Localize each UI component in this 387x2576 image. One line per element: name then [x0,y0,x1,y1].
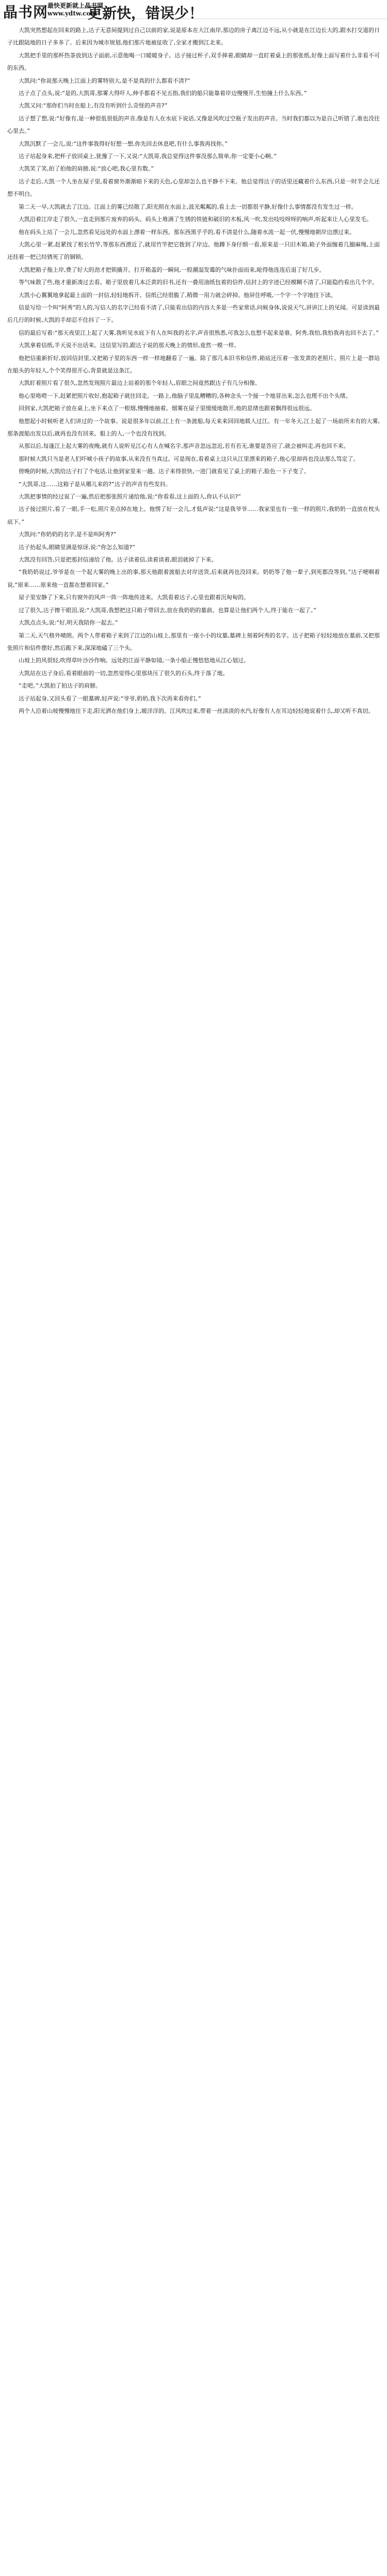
paragraph: 大凯小心翼翼地拿起最上面的一封信,轻轻地拆开。信纸已经很脆了,稍微一用力就会碎掉。他屏住呼吸,一个字一个字地往下读。 [19,291,336,299]
paragraph: 大凯问:“你奶奶的名字,是不是叫阿秀?” [19,531,117,538]
paragraph: 他在码头上站了一会儿,忽然看见远处的水面上漂着一样东西。那东西黑乎乎的,看不清是什么,随着水流一起一伏,慢慢地朝岸边漂过来。 [19,228,355,236]
paragraph: 屋子里安静了下来,只有窗外的风声一阵一阵地传进来。大凯看着达子,心里也跟着沉甸甸的。 [19,594,249,601]
paragraph: 第二天,天气格外晴朗。两个人带着箱子来到了江边的山坡上,那里有一座小小的坟墓,墓碑上刻着阿秀的名字。达子把箱子轻轻地放在墓前,又把那张照片和信件摆好,然后跪下来,深深地磕了三个头。 [7,632,380,651]
paragraph: 他心里咯噔一下,赶紧把照片收好,抱起箱子就往回走。一路上,他脑子里乱糟糟的,各种念头一个接一个地冒出来,怎么也理不出个头绪。 [19,392,351,399]
paragraph: 他想起小时候听老人们讲过的一个故事。说是很多年以前,江上有一条渡船,每天来来回回地载人过江。有一年冬天,江上起了一场前所未有的大雾,那条渡船出发以后,就再也没有回来。船上的人,一个也没有找到。 [7,417,380,437]
paragraph: 大凯把箱子拖上岸,费了好大的劲才把锁撬开。打开箱盖的一瞬间,一股潮湿发霉的气味扑面而来,呛得他连连后退了好几步。 [19,266,325,273]
paragraph: “大凯哥,这……这箱子是从哪儿来的?”达子的声音有些发抖。 [19,480,171,488]
paragraph: 大凯问:“你说那天晚上江面上的雾特别大,是不是真的什么都看不清?” [19,77,190,84]
chapter-body [0,19,387,717]
site-slogan: 更新快，错误少！ [88,5,204,22]
paragraph: 达子抬起头,眼睛里满是惊讶,说:“你怎么知道?” [19,543,135,551]
site-header [0,0,387,22]
paragraph: 达子接过照片,看了一眼,手一松,照片差点掉在地上。他愣了好一会儿,才低声说:“这是我爷爷……我家里也有一张一样的照片,我奶奶一直放在枕头底下。” [7,506,380,525]
paragraph: 大凯站在达子身后,看着眼前的一切,忽然觉得心里那块压了很久的石头,终于落了地。 [19,669,229,677]
paragraph: 过了很久,达子擦干眼泪,说:“大凯哥,我想把这只箱子带回去,放在我奶奶的墓前。也算是让他们两个人,终于能在一起了。” [19,606,317,614]
paragraph: 回到家,大凯把箱子放在桌上,坐下来点了一根烟,慢慢地抽着。烟雾在屋子里缓缓地散开,他的思绪也跟着飘得很远很远。 [19,405,315,412]
paragraph: 达子点了点头,说:“是的,大凯哥,那雾大得吓人,伸手都看不见五指,我们的船只能靠着岸边慢慢开,生怕撞上什么东西。” [19,90,307,97]
paragraph: 他把信重新折好,放回信封里,又把箱子里的东西一样一样地翻看了一遍。除了那几本旧书和信件,箱底还压着一张发黄的老照片。照片上是一群站在船头的年轻人,个个笑得很开心,背景就是这条江。 [7,354,380,374]
paragraph: 大凯把手里的那杯热茶放到达子面前,示意他喝一口暖暖身子。达子接过杯子,双手捧着,眼睛却一直盯着桌上的那张纸,好像上面写着什么非看不可的东西。 [7,52,380,72]
paragraph: 傍晚的时候,大凯给达子打了个电话,让他到家里来一趟。达子来得很快,一进门就看见了桌上的箱子,脸色一下子变了。 [19,468,310,475]
paragraph: 等气味散了些,他才重新凑过去看。箱子里放着几本泛黄的旧书,还有一叠用油纸包着的信件,信封上的字迹已经模糊不清了,只能隐约看出几个字。 [19,279,378,286]
paragraph: 达子站起身来,把杯子放回桌上,犹豫了一下,又说:“大凯哥,我总觉得这件事没那么简单,你一定要小心啊。” [19,153,277,160]
paragraph: 两个人沿着山坡慢慢地往下走,阳光洒在他们身上,暖洋洋的。江风吹过来,带着一丝淡淡的水汽,好像有人在耳边轻轻地说着什么,却又听不真切。 [19,707,374,714]
site-tagline: 最快更新就上晶书网 [47,2,104,9]
paragraph: 达子站起身,又回头看了一眼墓碑,轻声说:“爷爷,奶奶,我下次再来看你们。” [19,695,201,702]
paragraph: 大凯心里一紧,赶紧找了根长竹竿,等那东西漂近了,就用竹竿把它拨到了岸边。他蹲下身仔细一看,原来是一只旧木箱,箱子外面缠着几圈麻绳,上面还挂着一把已经锈死了的铜锁。 [7,241,380,261]
paragraph: 第二天一早,大凯就去了江边。江面上的雾已经散了,阳光照在水面上,波光粼粼的,看上去一切都很平静,好像什么事情都没有发生过一样。 [19,203,357,210]
paragraph: 信的最后写着:“那天夜里江上起了大雾,我听见水底下有人在叫我的名字,声音很熟悉,可我怎么也想不起来是谁。阿秀,我怕,我怕我再也回不去了。” [19,329,379,336]
paragraph: 信是写给一个叫“阿秀”的人的,写信人的名字已经看不清了,只能看出信的内容大多是一些家常话,问候身体,说说天气,讲讲江上的见闻。可是读到最后几行的时候,大凯的手却忍不住抖了一下。 [7,304,380,324]
paragraph: 大凯笑了笑,拍了拍他的肩膀,说:“放心吧,我心里有数。” [19,165,154,173]
site-logo[interactable]: 晶书网 [3,4,49,21]
paragraph: 大凯拿着信纸,半天说不出话来。这信里写的,跟达子说的那天晚上的情形,竟然一模一样。 [19,342,240,349]
paragraph: 达子走后,大凯一个人坐在屋子里,看着窗外渐渐暗下来的天色,心里却怎么也平静不下来。他总觉得达子的话里还藏着什么东西,只是一时半会儿还想不明白。 [7,178,380,198]
paragraph: 大凯沉默了一会儿,说:“这件事我得好好想一想,你先回去休息吧,有什么事我再找你。” [19,140,228,147]
paragraph: 大凯没有回答,只是把那封信递给了他。达子读着信,读着读着,眼泪就掉了下来。 [19,556,217,564]
paragraph: 山坡上的风很轻,吹得草叶沙沙作响。远处的江面平静如镜,一条小船正慢悠悠地从江心划过。 [19,657,249,664]
paragraph: 大凯把事情的经过说了一遍,然后把那张照片递给他,说:“你看看,这上面的人,你认不认识?” [19,493,241,501]
paragraph: “走吧。”大凯拍了拍达子的肩膀。 [19,682,101,690]
paragraph: 大凯又问:“那你们当时在船上,有没有听到什么奇怪的声音?” [19,102,168,110]
paragraph: “我奶奶说过,爷爷是在一个起大雾的晚上出的事,那天他跟着渡船去对岸送货,后来就再也没回来。奶奶等了他一辈子,到死都没等到。”达子哽咽着说,“原来……原来他一直都在想着回家。” [7,569,380,588]
paragraph: 大凯突然想起在回来的路上,达子无意间提到过自己以前的家,说是原本在大江南岸,那边的房子离江边不远,从小就是在江边长大的,跟水打交道的日子比跟陆地的日子多多了。后来因为城市规划,他们那片地被征收了,全家才搬到江北来。 [7,27,380,46]
paragraph: 大凯沿着江岸走了很久,一直走到那片废弃的码头。码头上堆满了生锈的铁链和破旧的木板,风一吹,发出吱吱呀呀的响声,听起来让人心里发毛。 [19,216,372,223]
paragraph: 大凯盯着照片看了很久,忽然发现照片最边上站着的那个年轻人,眉眼之间竟然跟达子有几分相像。 [19,380,261,387]
site-domain: www.ydtw.com [47,10,98,17]
paragraph: 从那以后,每逢江上起大雾的夜晚,就有人说听见江心有人在喊名字,那声音忽远忽近,若有若无,谁要是答应了,就会被叫走,再也回不来。 [19,443,349,450]
paragraph: 那时候大凯只当是老人们吓唬小孩子的故事,从来没有当真过。可是现在,看着桌上这只从江里漂来的箱子,他心里却再也没法那么笃定了。 [19,455,359,462]
paragraph: 大凯点点头,说:“好,明天我陪你一起去。” [19,619,118,627]
paragraph: 达子想了想,说:“好像有,是一种很低很低的声音,像是有人在水底下说话,又像是风吹过空瓶子发出的声音。当时我们都以为是自己听错了,谁也没往心里去。” [7,115,380,135]
